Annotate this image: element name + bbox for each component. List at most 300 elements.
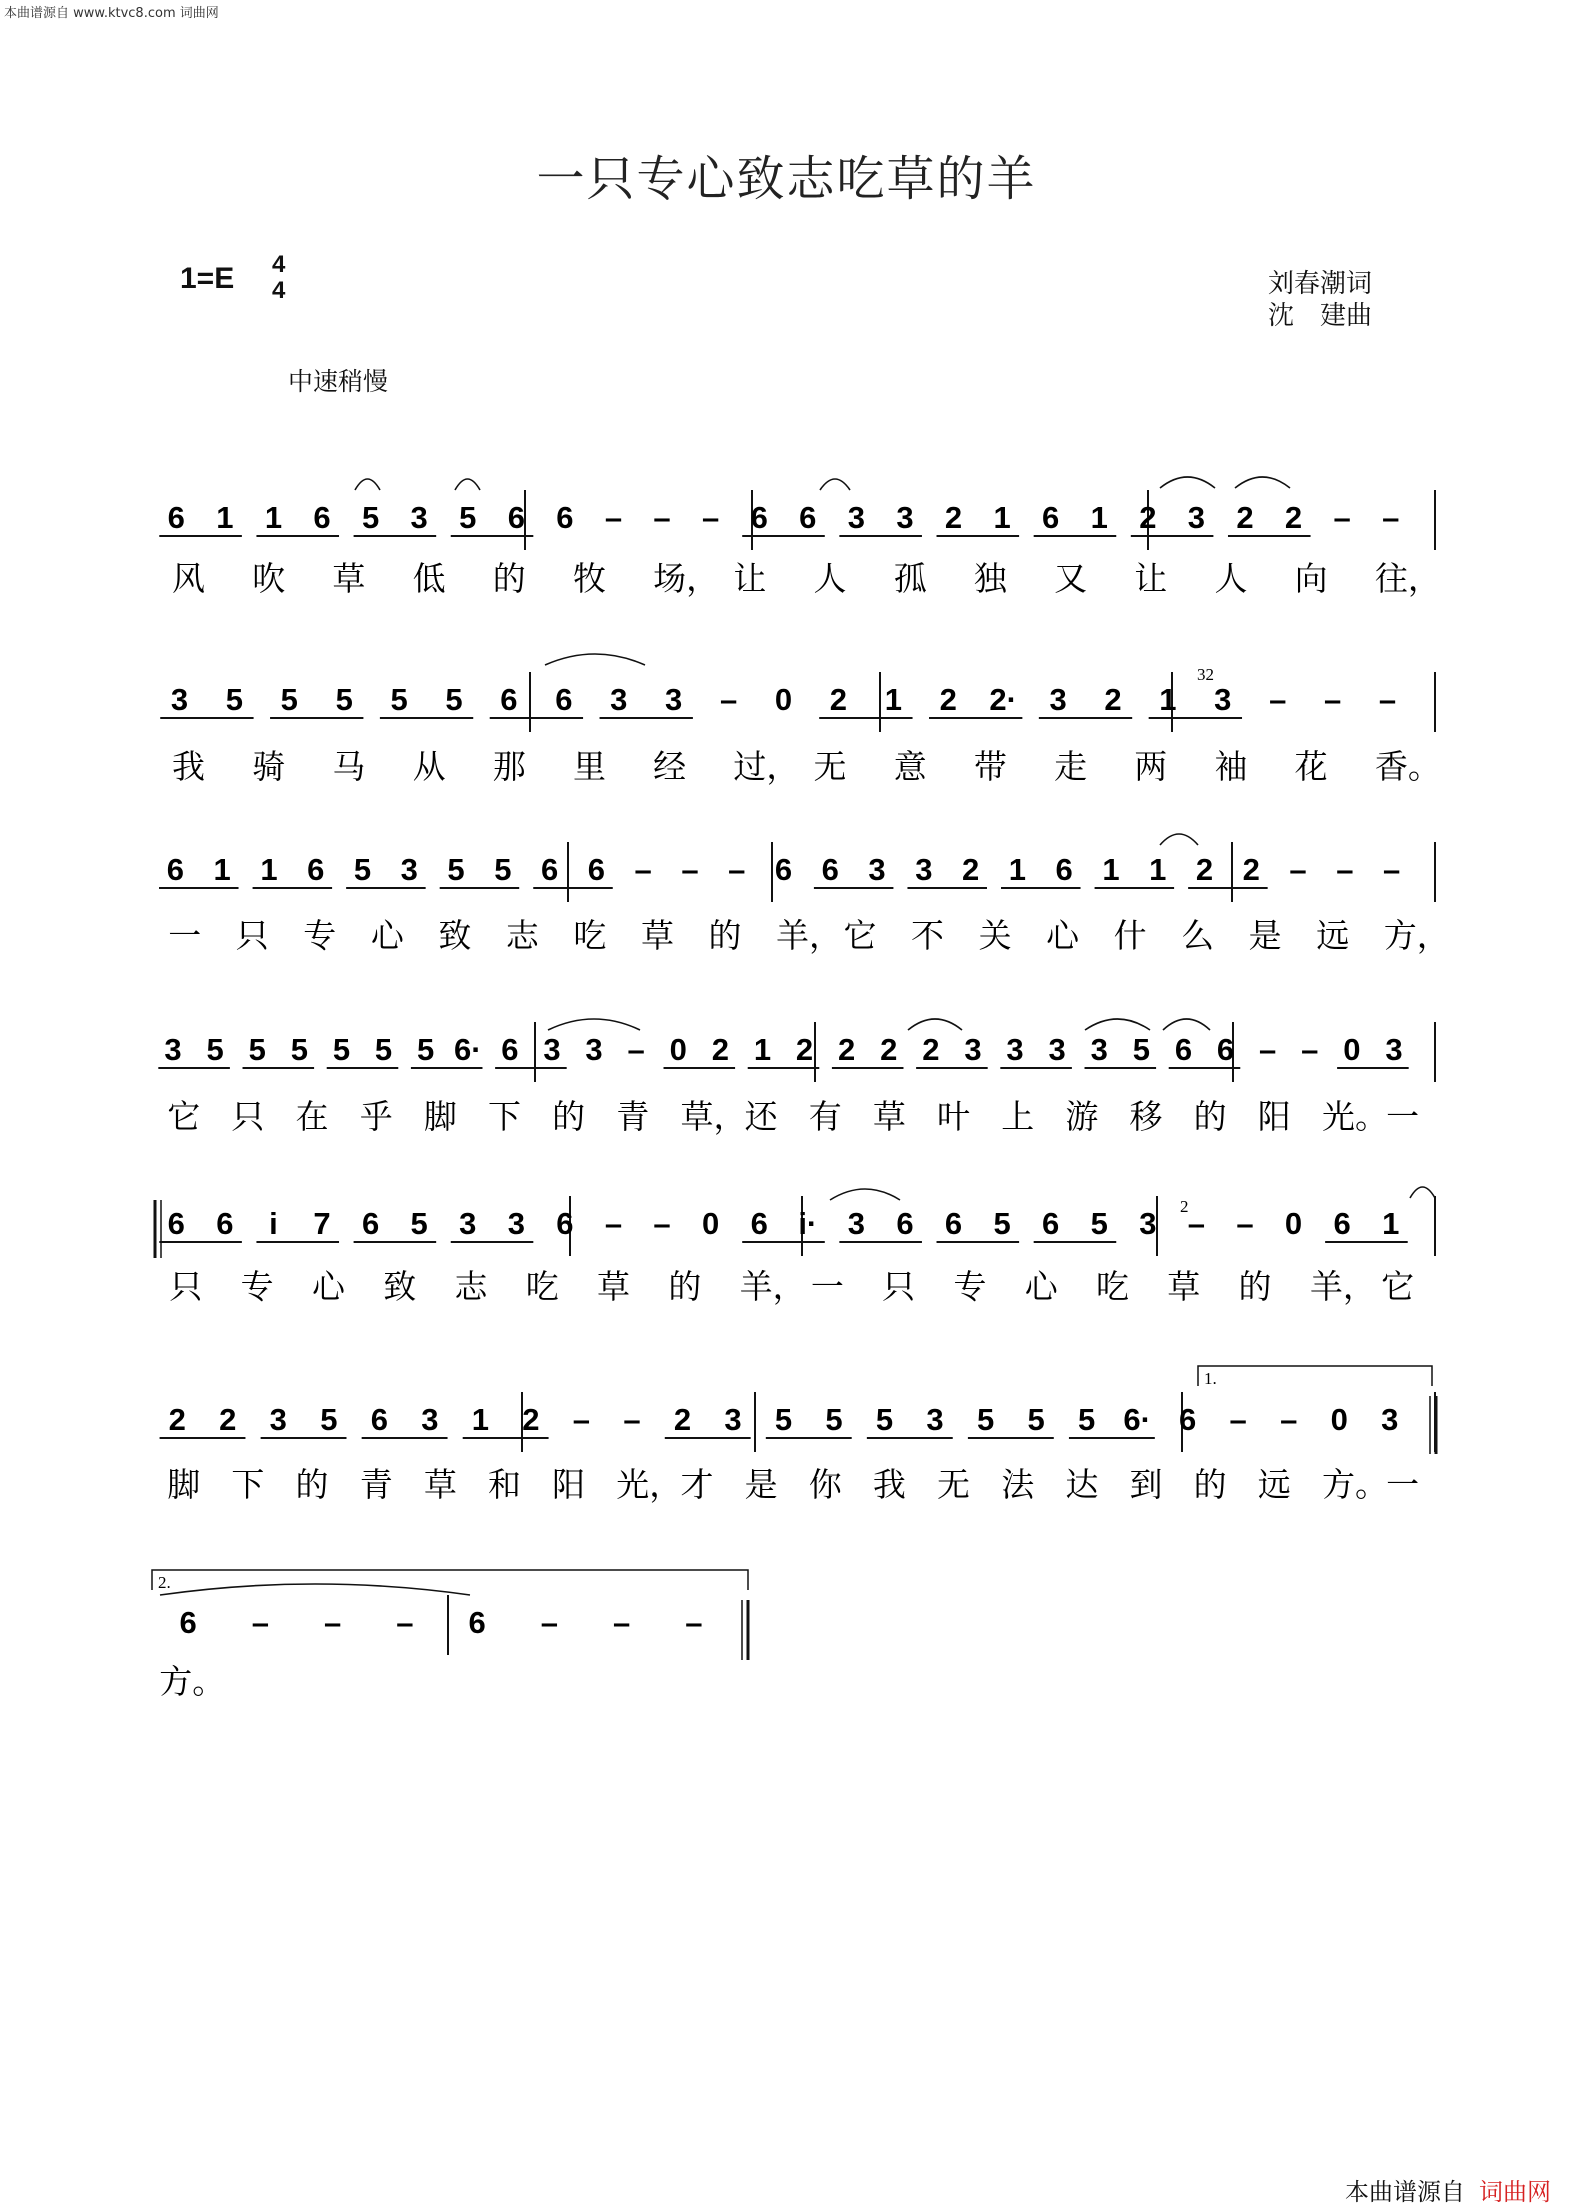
note: – <box>1269 682 1287 717</box>
note: 1 <box>260 852 278 887</box>
note: 6 <box>1055 852 1073 887</box>
note: 5 <box>1090 1206 1108 1241</box>
lyric: 从 <box>412 747 446 786</box>
note: 3 <box>585 1032 603 1067</box>
note: 6 <box>556 500 574 535</box>
lyric: 向 <box>1294 559 1328 598</box>
note: 5 <box>825 1402 843 1437</box>
volta-1-label: 1. <box>1204 1369 1217 1388</box>
note: 6 <box>556 1206 574 1241</box>
note: 2 <box>1104 682 1122 717</box>
note: 3 <box>1187 500 1206 535</box>
note: 3 <box>915 852 933 887</box>
lyric: 我 <box>872 1465 906 1504</box>
note: 6 <box>1174 1032 1193 1067</box>
note: 3 <box>847 1206 865 1241</box>
lyric: 孤 <box>893 559 927 598</box>
note: – <box>1382 852 1401 887</box>
lyric: 骑 <box>252 747 286 786</box>
lyric: 它 <box>843 916 877 955</box>
note: 3 <box>724 1402 742 1437</box>
note: 6 <box>468 1605 486 1640</box>
slur <box>548 1019 640 1030</box>
lyric: 无 <box>937 1465 971 1504</box>
lyric: 专 <box>303 916 337 955</box>
note: – <box>1187 1206 1206 1241</box>
note: – <box>728 852 746 887</box>
note: 6 <box>216 1206 234 1241</box>
lyric: 让 <box>733 559 767 598</box>
note: 2 <box>829 682 848 717</box>
lyric: 一 <box>1386 1465 1420 1504</box>
note: 5 <box>459 500 477 535</box>
lyric: 经 <box>653 747 687 786</box>
note: 1 <box>213 852 231 887</box>
note: 6 <box>1179 1402 1197 1437</box>
note: 0 <box>774 682 793 717</box>
note: 6 <box>944 1206 963 1241</box>
note: – <box>1236 1206 1254 1241</box>
footer-source: 本曲谱源自 <box>1345 2178 1465 2206</box>
lyric: 往， <box>1374 559 1441 598</box>
lyric: 上 <box>1001 1097 1035 1136</box>
note: 5 <box>1077 1402 1096 1437</box>
note: 1 <box>1149 852 1167 887</box>
note: 5 <box>410 1206 428 1241</box>
lyric: 过， <box>733 747 800 786</box>
note: 1 <box>471 1402 490 1437</box>
lyric: 只 <box>235 916 269 955</box>
lyric: 吃 <box>573 916 607 955</box>
note: 5 <box>206 1032 224 1067</box>
note: 1 <box>1090 500 1108 535</box>
lyric: 脚 <box>167 1465 201 1504</box>
slur <box>830 1189 900 1200</box>
note: 2 <box>1195 852 1214 887</box>
note: 5 <box>361 500 380 535</box>
note: 3 <box>543 1032 561 1067</box>
note: 2 <box>922 1032 940 1067</box>
note: – <box>634 852 652 887</box>
note: 6· <box>1123 1402 1151 1437</box>
note: – <box>1301 1032 1319 1067</box>
lyric: 才 <box>680 1465 714 1504</box>
note: – <box>1229 1402 1247 1437</box>
lyric: 么 <box>1181 916 1215 955</box>
lyric: 专 <box>953 1267 987 1306</box>
lyric: 一 <box>168 916 202 955</box>
lyric: 心 <box>1046 916 1080 955</box>
lyric: 独 <box>973 559 1007 598</box>
lyric: 羊， <box>775 916 842 955</box>
slur <box>160 1584 470 1595</box>
note: 5 <box>290 1032 308 1067</box>
slur <box>1163 1019 1210 1030</box>
lyric: 在 <box>295 1097 329 1136</box>
lyric: 牧 <box>572 559 606 598</box>
note: – <box>681 852 699 887</box>
lyric: 草 <box>332 559 366 598</box>
note: 2 <box>939 682 957 717</box>
note: 6 <box>501 1032 519 1067</box>
note: 6 <box>167 500 185 535</box>
lyric: 草 <box>640 916 674 955</box>
staff-lines <box>158 490 1435 1655</box>
note: – <box>685 1605 703 1640</box>
lyric: 和 <box>487 1465 521 1504</box>
lyric: 的 <box>1193 1465 1227 1504</box>
lyric: 什 <box>1113 916 1147 955</box>
note: i <box>269 1206 278 1241</box>
note: – <box>604 500 623 535</box>
note: 2 <box>1242 852 1260 887</box>
slur <box>1160 477 1215 488</box>
note: – <box>627 1032 645 1067</box>
note: 0 <box>1284 1206 1303 1241</box>
lyric: 吃 <box>525 1267 559 1306</box>
note: 2 <box>219 1402 237 1437</box>
note: 1 <box>1008 852 1027 887</box>
slur <box>455 479 480 490</box>
lyric: 带 <box>973 747 1007 786</box>
note: – <box>653 500 671 535</box>
note: 6 <box>166 852 185 887</box>
lyric: 吃 <box>1095 1267 1129 1306</box>
note: 6 <box>1333 1206 1351 1241</box>
lyric: 光。 <box>1321 1097 1388 1136</box>
lyric: 我 <box>172 747 206 786</box>
note: – <box>540 1605 558 1640</box>
lyric: 不 <box>911 916 945 955</box>
source-note: 本曲谱源自 www.ktvc8.com 词曲网 <box>4 6 219 21</box>
lyricist: 刘春潮词 <box>1268 269 1373 299</box>
lyric: 心 <box>311 1267 345 1306</box>
note: 6 <box>167 1206 185 1241</box>
note: – <box>719 682 738 717</box>
grace-note-line5: 2 <box>1180 1197 1189 1216</box>
lyric: 是 <box>744 1465 778 1504</box>
note: 2 <box>838 1032 856 1067</box>
lyric: 远 <box>1257 1465 1291 1504</box>
lyric: 香。 <box>1374 747 1441 786</box>
lyric: 让 <box>1134 559 1168 598</box>
note: 2 <box>673 1402 692 1437</box>
note: 1 <box>993 500 1011 535</box>
lyric: 一 <box>1386 1097 1420 1136</box>
note: 3 <box>1006 1032 1024 1067</box>
lyric: 马 <box>332 747 366 786</box>
lyric: 还 <box>744 1097 778 1136</box>
lyric: 方， <box>1383 916 1450 955</box>
footer-site: 词曲网 <box>1479 2178 1551 2206</box>
note: 1 <box>216 500 234 535</box>
volta-1-bracket <box>1198 1366 1432 1386</box>
note: 3 <box>1049 682 1067 717</box>
lyric: 移 <box>1129 1097 1163 1136</box>
note: 2 <box>1139 500 1157 535</box>
note: 3 <box>1214 682 1232 717</box>
note: – <box>1280 1402 1298 1437</box>
note: 6 <box>750 500 768 535</box>
lyric: 只 <box>882 1267 916 1306</box>
lyric: 专 <box>240 1267 274 1306</box>
note: – <box>1289 852 1307 887</box>
note: 6 <box>507 500 525 535</box>
grace-note-line2: 32 <box>1197 665 1214 684</box>
note: 1 <box>264 500 283 535</box>
lyric: 关 <box>978 916 1012 955</box>
note: 6 <box>179 1605 197 1640</box>
note: 5 <box>1132 1032 1150 1067</box>
lyric: 只 <box>169 1267 203 1306</box>
note: 7 <box>313 1206 331 1241</box>
note: 6 <box>1042 500 1060 535</box>
note: 6 <box>361 1206 380 1241</box>
note: 6 <box>555 682 573 717</box>
note: – <box>251 1605 269 1640</box>
note: 3 <box>1381 1402 1399 1437</box>
note: 0 <box>669 1032 687 1067</box>
note: – <box>604 1206 623 1241</box>
note: 2 <box>880 1032 898 1067</box>
lyric: 两 <box>1134 747 1168 786</box>
note: – <box>1324 682 1342 717</box>
slur <box>908 1019 962 1030</box>
lyric: 方。 <box>1321 1465 1388 1504</box>
note: 5 <box>993 1206 1011 1241</box>
lyric: 意 <box>893 747 927 786</box>
lyric: 它 <box>1381 1267 1415 1306</box>
lyric: 只 <box>231 1097 265 1136</box>
lyric: 草 <box>597 1267 631 1306</box>
note: – <box>396 1605 414 1640</box>
note: 0 <box>702 1206 720 1241</box>
note: 5 <box>417 1032 435 1067</box>
lyric: 游 <box>1065 1097 1099 1136</box>
lyric: 心 <box>1024 1267 1058 1306</box>
lyric: 致 <box>438 916 472 955</box>
slur <box>545 654 645 665</box>
note: 3 <box>459 1206 477 1241</box>
note: – <box>623 1402 641 1437</box>
lyric: 是 <box>1248 916 1282 955</box>
lyric: 下 <box>231 1465 265 1504</box>
lyric: 志 <box>454 1267 488 1306</box>
note: 6 <box>1042 1206 1060 1241</box>
lyric: 青 <box>616 1097 650 1136</box>
note: 1 <box>884 682 902 717</box>
note: 2 <box>711 1032 729 1067</box>
lyric: 志 <box>505 916 539 955</box>
note: 5 <box>494 852 512 887</box>
note: 6 <box>750 1206 768 1241</box>
lyric: 的 <box>1238 1267 1272 1306</box>
note: 3 <box>1139 1206 1157 1241</box>
note: 3 <box>421 1402 439 1437</box>
time-signature-top: 4 <box>272 251 286 278</box>
footer <box>1345 2172 1551 2207</box>
note: 3 <box>269 1402 287 1437</box>
lyric: 又 <box>1054 559 1088 598</box>
note: 6 <box>370 1402 388 1437</box>
note: 2 <box>1284 500 1303 535</box>
note: 5 <box>320 1402 338 1437</box>
lyric: 光， <box>616 1465 683 1504</box>
note: 2 <box>168 1402 186 1437</box>
note: 2· <box>989 682 1017 717</box>
lyric: 草 <box>423 1465 457 1504</box>
note: 3 <box>1385 1032 1403 1067</box>
lyric: 心 <box>370 916 404 955</box>
note: – <box>1333 500 1351 535</box>
lyric: 草 <box>872 1097 906 1136</box>
lyric: 到 <box>1129 1465 1163 1504</box>
slur <box>820 479 850 490</box>
note: 5 <box>332 1032 351 1067</box>
note: 3 <box>1090 1032 1108 1067</box>
lyric: 的 <box>295 1465 329 1504</box>
lyric: 人 <box>813 559 847 598</box>
note: 1 <box>1159 682 1177 717</box>
lyric: 袖 <box>1214 747 1248 786</box>
note: 5 <box>875 1402 894 1437</box>
note: – <box>702 500 720 535</box>
slur <box>1235 477 1290 488</box>
note: 3 <box>964 1032 982 1067</box>
note: 6 <box>307 852 325 887</box>
lyric: 无 <box>813 747 847 786</box>
slur <box>1410 1187 1435 1198</box>
note: 5 <box>353 852 372 887</box>
note: 1 <box>753 1032 772 1067</box>
note: 3 <box>868 852 886 887</box>
composer: 沈 建曲 <box>1268 301 1373 331</box>
lyric: 阳 <box>1257 1097 1291 1136</box>
note: – <box>613 1605 631 1640</box>
slur <box>355 479 380 490</box>
lyric: 低 <box>412 559 446 598</box>
lyric: 的 <box>1193 1097 1227 1136</box>
note: 1 <box>1382 1206 1400 1241</box>
lyric: 人 <box>1214 559 1248 598</box>
note: 5 <box>335 682 353 717</box>
lyric: 法 <box>1001 1465 1035 1504</box>
lyric: 走 <box>1054 747 1088 786</box>
note: 2 <box>944 500 963 535</box>
note: 6 <box>774 852 793 887</box>
lyric: 有 <box>808 1097 842 1136</box>
note: i· <box>798 1206 818 1241</box>
lyric: 达 <box>1065 1465 1099 1504</box>
note: 5 <box>225 682 243 717</box>
lyric: 致 <box>383 1267 417 1306</box>
note: 3 <box>610 682 628 717</box>
note: 3 <box>896 500 914 535</box>
note: 5 <box>976 1402 995 1437</box>
note: 3 <box>847 500 865 535</box>
lyric: 方。 <box>159 1662 226 1701</box>
note: 6 <box>896 1206 914 1241</box>
note: 6 <box>799 500 817 535</box>
note: 3 <box>400 852 418 887</box>
lyrics <box>159 559 1450 1701</box>
note: 2 <box>1236 500 1254 535</box>
note: 3 <box>665 682 683 717</box>
note: 6 <box>1216 1032 1235 1067</box>
lyric: 吹 <box>252 559 286 598</box>
note: 5 <box>390 682 408 717</box>
note: 6 <box>821 852 839 887</box>
lyric: 草 <box>1167 1267 1201 1306</box>
lyric: 场， <box>653 559 720 598</box>
note: 3 <box>170 682 189 717</box>
note: 5 <box>374 1032 393 1067</box>
lyric: 脚 <box>423 1097 457 1136</box>
note: – <box>1336 852 1354 887</box>
note: 5 <box>280 682 298 717</box>
note: 3 <box>926 1402 944 1437</box>
lyric: 你 <box>808 1465 842 1504</box>
note: 2 <box>795 1032 814 1067</box>
lyric: 的 <box>668 1267 702 1306</box>
note: 0 <box>1343 1032 1361 1067</box>
note: 3 <box>507 1206 525 1241</box>
note: 1 <box>1102 852 1120 887</box>
note: 5 <box>248 1032 266 1067</box>
note: 5 <box>774 1402 793 1437</box>
time-signature-bottom: 4 <box>272 277 286 304</box>
lyric: 一 <box>810 1267 844 1306</box>
lyric: 花 <box>1294 747 1328 786</box>
note: 5 <box>1027 1402 1045 1437</box>
lyric: 乎 <box>359 1097 393 1136</box>
lyric: 的 <box>492 559 526 598</box>
slur <box>1085 1019 1150 1030</box>
lyric: 风 <box>172 559 206 598</box>
lyric: 的 <box>708 916 742 955</box>
note: 5 <box>445 682 463 717</box>
note: 0 <box>1330 1402 1348 1437</box>
slur <box>1160 834 1198 845</box>
lyric: 叶 <box>937 1097 971 1136</box>
note: – <box>1259 1032 1277 1067</box>
lyric: 羊， <box>739 1267 806 1306</box>
note: 6 <box>587 852 606 887</box>
note: 3 <box>1048 1032 1066 1067</box>
note: – <box>324 1605 342 1640</box>
note: 6· <box>453 1032 482 1067</box>
note: – <box>653 1206 671 1241</box>
lyric: 的 <box>552 1097 586 1136</box>
note: 3 <box>410 500 428 535</box>
lyric: 青 <box>359 1465 393 1504</box>
lyric: 里 <box>572 747 606 786</box>
note: 6 <box>313 500 331 535</box>
note: 6 <box>540 852 559 887</box>
lyric: 那 <box>492 747 526 786</box>
note: 5 <box>447 852 465 887</box>
note: 2 <box>961 852 980 887</box>
lyric: 下 <box>487 1097 521 1136</box>
song-title: 一只专心致志吃草的羊 <box>536 151 1037 207</box>
note: – <box>1382 500 1400 535</box>
note: – <box>572 1402 591 1437</box>
volta-2-label: 2. <box>158 1573 171 1592</box>
note: 6 <box>500 682 518 717</box>
lyric: 羊， <box>1309 1267 1376 1306</box>
note: 2 <box>522 1402 540 1437</box>
key-signature: 1=E <box>180 262 235 295</box>
